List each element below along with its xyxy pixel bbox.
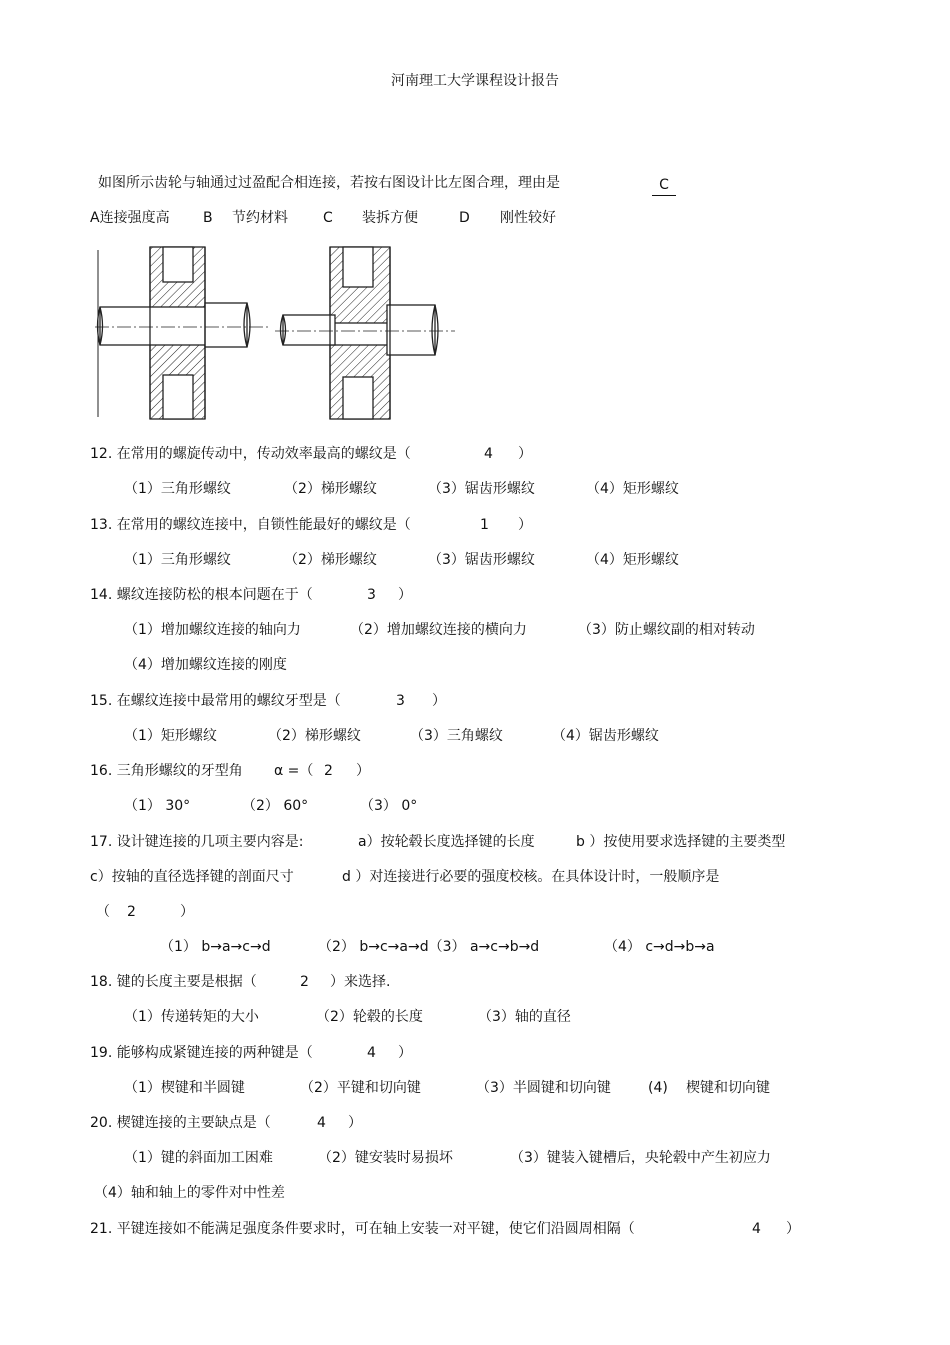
- q14-option-4: （4）增加螺纹连接的刚度: [124, 657, 287, 673]
- gear-shaft-diagram: [95, 245, 465, 423]
- q15-close: ）: [432, 693, 446, 709]
- q19-answer: 4: [367, 1045, 376, 1061]
- right-gear-drawing: [275, 247, 455, 419]
- q17-option-4: （4） c→d→b→a: [604, 939, 715, 955]
- q20-option-4: （4）轴和轴上的零件对中性差: [94, 1185, 285, 1201]
- q12-stem: 12. 在常用的螺旋传动中，传动效率最高的螺纹是（: [90, 446, 411, 462]
- q16-answer: 2: [324, 763, 333, 779]
- q12-option-3: （3）锯齿形螺纹: [428, 481, 535, 497]
- q15-stem: 15. 在螺纹连接中最常用的螺纹牙型是（: [90, 693, 341, 709]
- intro-option-c: 装拆方便: [362, 210, 418, 226]
- q18-answer: 2: [300, 974, 309, 990]
- q17-line1c: b ）按使用要求选择键的主要类型: [576, 834, 786, 850]
- q21-close: ）: [786, 1221, 800, 1237]
- q19-option-4: 楔键和切向键: [686, 1080, 770, 1096]
- q13-option-4: （4）矩形螺纹: [586, 552, 679, 568]
- q16-close: ）: [356, 763, 370, 779]
- q20-option-3: （3）键装入键槽后，央轮毂中产生初应力: [510, 1150, 771, 1166]
- q19-option-3: （3）半圆键和切向键: [476, 1080, 611, 1096]
- q17-open: （: [96, 904, 110, 920]
- q15-option-2: （2）梯形螺纹: [268, 728, 361, 744]
- q14-option-1: （1）增加螺纹连接的轴向力: [124, 622, 301, 638]
- q19-option-4-number: (4): [648, 1080, 668, 1096]
- intro-answer: C: [652, 175, 676, 196]
- q15-option-4: （4）锯齿形螺纹: [552, 728, 659, 744]
- q19-option-1: （1）楔键和半圆键: [124, 1080, 245, 1096]
- q13-option-3: （3）锯齿形螺纹: [428, 552, 535, 568]
- q17-line1a: 17. 设计键连接的几项主要内容是:: [90, 834, 304, 850]
- q13-close: ）: [518, 517, 532, 533]
- q13-option-1: （1）三角形螺纹: [124, 552, 231, 568]
- q16-option-2: （2） 60°: [242, 798, 309, 814]
- intro-option-c-letter: C: [323, 210, 333, 226]
- q17-option-2-3: （2） b→c→a→d（3） a→c→b→d: [318, 939, 540, 955]
- q15-option-3: （3）三角螺纹: [410, 728, 503, 744]
- intro-option-b-letter: B: [203, 210, 213, 226]
- q16-option-3: （3） 0°: [360, 798, 418, 814]
- intro-option-b: 节约材料: [232, 210, 288, 226]
- q18-option-1: （1）传递转矩的大小: [124, 1009, 259, 1025]
- intro-question: 如图所示齿轮与轴通过过盈配合相连接，若按右图设计比左图合理，理由是: [98, 175, 560, 191]
- q20-answer: 4: [317, 1115, 326, 1131]
- q13-stem: 13. 在常用的螺纹连接中，自锁性能最好的螺纹是（: [90, 517, 411, 533]
- intro-option-d: 刚性较好: [500, 210, 556, 226]
- q20-close: ）: [348, 1115, 362, 1131]
- intro-option-d-letter: D: [459, 210, 470, 226]
- q14-option-3: （3）防止螺纹副的相对转动: [578, 622, 755, 638]
- q16-alpha: α =（: [274, 763, 314, 779]
- q21-stem: 21. 平键连接如不能满足强度条件要求时，可在轴上安装一对平键，使它们沿圆周相隔（: [90, 1221, 635, 1237]
- q20-stem: 20. 楔键连接的主要缺点是（: [90, 1115, 271, 1131]
- q12-option-2: （2）梯形螺纹: [284, 481, 377, 497]
- q19-close: ）: [398, 1045, 412, 1061]
- q19-option-2: （2）平键和切向键: [300, 1080, 421, 1096]
- q15-answer: 3: [396, 693, 405, 709]
- q12-close: ）: [518, 446, 532, 462]
- q13-option-2: （2）梯形螺纹: [284, 552, 377, 568]
- intro-option-a: A连接强度高: [90, 210, 170, 226]
- q12-answer: 4: [484, 446, 493, 462]
- q20-option-1: （1）键的斜面加工困难: [124, 1150, 273, 1166]
- q17-line2b: d ）对连接进行必要的强度校核。在具体设计时，一般顺序是: [342, 869, 720, 885]
- q13-answer: 1: [480, 517, 489, 533]
- q17-answer: 2: [127, 904, 136, 920]
- q19-stem: 19. 能够构成紧键连接的两种键是（: [90, 1045, 313, 1061]
- q17-line2a: c）按轴的直径选择键的剖面尺寸: [90, 869, 294, 885]
- q18-close: ）来选择.: [330, 974, 391, 990]
- q16-option-1: （1） 30°: [124, 798, 191, 814]
- q18-option-3: （3）轴的直径: [478, 1009, 571, 1025]
- q18-stem: 18. 键的长度主要是根据（: [90, 974, 257, 990]
- q14-stem: 14. 螺纹连接防松的根本问题在于（: [90, 587, 313, 603]
- page-header: 河南理工大学课程设计报告: [391, 73, 559, 89]
- q12-option-4: （4）矩形螺纹: [586, 481, 679, 497]
- left-gear-drawing: [95, 247, 270, 419]
- q14-answer: 3: [367, 587, 376, 603]
- q17-close: ）: [180, 904, 194, 920]
- q15-option-1: （1）矩形螺纹: [124, 728, 217, 744]
- q12-option-1: （1）三角形螺纹: [124, 481, 231, 497]
- q21-answer: 4: [752, 1221, 761, 1237]
- q17-line1b: a）按轮毂长度选择键的长度: [358, 834, 535, 850]
- q20-option-2: （2）键安装时易损坏: [318, 1150, 453, 1166]
- q17-option-1: （1） b→a→c→d: [160, 939, 271, 955]
- q16-stem: 16. 三角形螺纹的牙型角: [90, 763, 243, 779]
- q18-option-2: （2）轮毂的长度: [316, 1009, 423, 1025]
- q14-option-2: （2）增加螺纹连接的横向力: [350, 622, 527, 638]
- q14-close: ）: [398, 587, 412, 603]
